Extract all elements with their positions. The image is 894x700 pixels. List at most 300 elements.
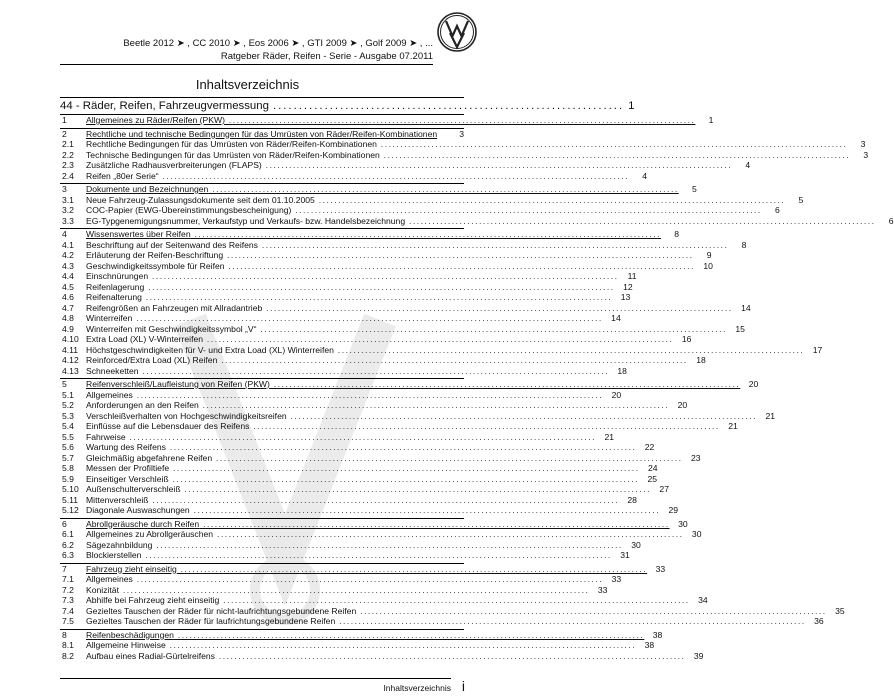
toc-dot-leader: ........................................................................................................................ [169, 463, 640, 473]
toc-entry-number: 7.5 [62, 616, 74, 626]
toc-subsection-row[interactable] [60, 484, 669, 495]
toc-entry-title [86, 496, 619, 506]
toc-entry-title-text: Einschnürungen [86, 271, 149, 281]
toc-entry-page: 4 [745, 160, 751, 170]
toc-entry-number: 7.4 [62, 605, 74, 616]
toc-dot-leader: ........................................................................................................................ [165, 442, 637, 452]
toc-subsection-row[interactable] [60, 292, 631, 303]
toc-subsection-row[interactable] [60, 616, 824, 627]
toc-entry-page: 13 [620, 292, 631, 302]
toc-entry-number: 3.1 [62, 194, 74, 205]
toc-dot-leader: ........................................................................................................................ [224, 260, 695, 271]
toc-entry-page: 3 [459, 128, 464, 139]
toc-entry-title [86, 391, 603, 401]
toc-entry-number: 6 [62, 518, 67, 529]
toc-dot-leader: ........................................................................................................................ [213, 529, 684, 539]
toc-entry-title-text: Abrollgeräusche durch Reifen [86, 518, 200, 529]
toc-subsection-row[interactable] [60, 529, 702, 540]
toc-entry-title-text: Anforderungen an den Reifen [86, 400, 199, 410]
toc-dot-leader: ........................................................................................................................ [173, 629, 645, 640]
toc-dot-leader: ........................................................................................................................ [165, 640, 637, 650]
toc-entry-number: 6.2 [62, 539, 74, 550]
toc-entry-number: 5.6 [62, 442, 74, 452]
toc-entry-number: 4.3 [62, 260, 74, 271]
toc-entry-number: 5.10 [62, 484, 79, 494]
toc-subsection-row[interactable] [60, 302, 751, 314]
toc-section-row[interactable] [60, 629, 663, 641]
toc-entry-number: 3 [62, 184, 67, 194]
toc-entry-title-text: Reifenbeschädigungen [86, 629, 174, 640]
toc-entry-page: 3 [860, 139, 866, 149]
toc-entry-title [86, 335, 673, 345]
toc-entry-title-text: Sägezahnbildung [86, 539, 153, 550]
toc-entry-title [86, 325, 727, 335]
toc-dot-leader: ........................................................................................................................ [168, 473, 640, 484]
toc-entry-title-text: Außenschulterverschleiß [86, 484, 181, 494]
toc-entry-page: 28 [627, 494, 637, 505]
toc-entry-title [86, 617, 806, 627]
toc-entry-number: 4.13 [62, 365, 79, 376]
toc-entry-page: 9 [706, 250, 712, 260]
toc-dot-leader: ........................................................................................................................ [333, 344, 805, 355]
toc-entry-number: 8.1 [62, 640, 74, 650]
toc-dot-leader: ........................................................................................................................ [132, 389, 604, 400]
toc-entry-title-text: Verschleißverhalten von Hochgeschwindigkeitsreifen [86, 410, 287, 421]
toc-entry-title-text: COC-Papier (EWG-Übereinstimmungsbescheinigung) [86, 205, 292, 215]
toc-subsection-row[interactable] [60, 400, 688, 411]
toc-entry-title [86, 607, 827, 617]
toc-entry-title [86, 356, 688, 366]
toc-dot-leader: ........................................................................................................................ [335, 616, 806, 626]
toc-dot-leader: ........................................................................................................................ [198, 400, 670, 410]
toc-dot-leader: ........................................................................................................................ [189, 505, 661, 515]
toc-dot-leader: ........................................................................................................................ [291, 205, 762, 215]
toc-entry-title [86, 443, 636, 453]
toc-entry-title-text: Gleichmäßig abgefahrene Reifen [86, 452, 213, 463]
toc-entry-page: 1 [708, 115, 714, 125]
page-footer [60, 678, 465, 696]
toc-dot-leader: ........................................................................................................................ [405, 215, 876, 226]
toc-entry-number: 4.12 [62, 355, 79, 365]
toc-entry-title [86, 475, 639, 485]
toc-entry-title-text: Neue Fahrzeug-Zulassungsdokumente seit dem 01.10.2005 [86, 194, 315, 205]
toc-entry-title [86, 422, 720, 432]
toc-entry-title-text: Reifenverschleiß/Laufleistung von Reifen (PKW) [86, 379, 270, 389]
toc-dot-leader: ........................................................................................................................ [118, 584, 590, 595]
toc-subsection-row[interactable] [60, 260, 713, 272]
toc-entry-title-text: Gezieltes Tauschen der Räder für nicht-laufrichtungsgebundene Reifen [86, 605, 357, 616]
page-header [0, 0, 495, 72]
chapter-leader: .................................................................... [272, 99, 625, 112]
toc-entry-number: 6.3 [62, 550, 74, 560]
table-of-contents [60, 97, 894, 661]
toc-subsection-row[interactable] [60, 442, 655, 453]
toc-entry-title [86, 314, 603, 324]
toc-entry-title [86, 586, 589, 596]
toc-entry-number: 3.3 [62, 215, 74, 226]
toc-subsection-row[interactable] [60, 271, 637, 282]
toc-entry-title [86, 652, 685, 662]
toc-section-row[interactable] [60, 114, 714, 126]
toc-entry-title-text: Mittenverschleiß [86, 494, 149, 505]
toc-dot-leader: ........................................................................................................................ [376, 139, 848, 149]
chapter-page: 1 [628, 99, 635, 112]
footer-page-number: i [461, 678, 465, 694]
toc-section-row[interactable] [60, 563, 666, 575]
toc-entry-number: 2.1 [62, 139, 74, 149]
toc-entry-title [86, 251, 694, 261]
toc-entry-title-text: Allgemeine Hinweise [86, 640, 166, 650]
toc-entry-number: 2.4 [62, 170, 74, 181]
toc-subsection-row[interactable] [60, 250, 712, 261]
toc-dot-leader: ........................................................................................................................ [214, 650, 686, 661]
toc-dot-leader: ........................................................................................................................ [261, 160, 733, 170]
toc-subsection-row[interactable] [60, 640, 655, 651]
toc-dot-leader: ........................................................................................................................ [180, 484, 651, 494]
toc-dot-leader: ........................................................................................................................ [141, 550, 612, 560]
toc-entry-page: 31 [620, 550, 630, 560]
toc-entry-title [86, 485, 651, 495]
toc-subsection-row[interactable] [60, 574, 622, 585]
toc-entry-number: 8.2 [62, 650, 74, 661]
toc-dot-leader: ........................................................................................................................ [208, 184, 679, 194]
toc-entry-number: 5.12 [62, 505, 79, 515]
toc-dot-leader: ........................................................................................................................ [269, 379, 741, 389]
toc-section-row[interactable] [60, 183, 697, 195]
toc-entry-number: 5.3 [62, 410, 74, 421]
toc-entry-page: 14 [611, 313, 621, 323]
toc-entry-page: 10 [703, 260, 713, 271]
toc-entry-page: 38 [652, 629, 663, 640]
toc-entry-title [86, 565, 647, 575]
toc-entry-page: 34 [698, 595, 708, 605]
toc-subsection-row[interactable] [60, 344, 823, 356]
toc-entry-title [86, 262, 695, 272]
toc-entry-title-text: Reifengrößen an Fahrzeugen mit Allradantrieb [86, 302, 263, 313]
toc-entry-title [86, 412, 757, 422]
toc-entry-title-text: Allgemeines zu Räder/Reifen (PKW) [86, 115, 225, 125]
toc-entry-title [86, 116, 695, 126]
toc-entry-page: 24 [647, 463, 658, 473]
toc-subsection-row[interactable] [60, 650, 704, 662]
toc-entry-page: 25 [647, 473, 658, 484]
toc-subsection-row[interactable] [60, 595, 708, 606]
toc-dot-leader: ........................................................................................................................ [125, 431, 597, 442]
toc-subsection-row[interactable] [60, 194, 804, 206]
toc-entry-title-text: Aufbau eines Radial-Gürtelreifens [86, 650, 215, 661]
toc-entry-title [86, 631, 644, 641]
toc-entry-title [86, 230, 661, 240]
toc-entry-title [86, 520, 670, 530]
toc-dot-leader: ........................................................................................................................ [132, 313, 603, 323]
toc-entry-number: 4.6 [62, 292, 74, 302]
toc-entry-number: 5.9 [62, 473, 74, 484]
toc-dot-leader: ........................................................................................................................ [286, 410, 758, 421]
toc-entry-number: 7.2 [62, 584, 74, 595]
toc-entry-number: 2.2 [62, 149, 74, 160]
toc-subsection-row[interactable] [60, 355, 706, 366]
toc-entry-title-text: Einflüsse auf die Lebensdauer des Reifens [86, 421, 250, 431]
toc-entry-title [86, 641, 636, 651]
toc-subsection-row[interactable] [60, 431, 615, 443]
toc-dot-leader: ........................................................................................................................ [176, 563, 648, 574]
toc-entry-title-text: Abhilfe bei Fahrzeug zieht einseitig [86, 595, 220, 605]
toc-entry-number: 2 [62, 128, 67, 139]
toc-entry-page: 5 [691, 184, 697, 194]
toc-subsection-row[interactable] [60, 505, 679, 516]
toc-subsection-row[interactable] [60, 149, 869, 161]
toc-entry-title [86, 380, 740, 390]
toc-entry-page: 21 [728, 421, 738, 431]
toc-entry-number: 4.5 [62, 281, 74, 292]
toc-subsection-row[interactable] [60, 160, 751, 171]
toc-entry-number: 4.10 [62, 334, 79, 344]
toc-entry-title-text: Gezieltes Tauschen der Räder für laufrichtungsgebundene Reifen [86, 616, 336, 626]
toc-entry-number: 1 [62, 115, 67, 125]
toc-entry-page: 21 [765, 410, 776, 421]
toc-entry-number: 5.7 [62, 452, 74, 463]
toc-entry-page: 30 [631, 539, 641, 550]
toc-subsection-row[interactable] [60, 584, 608, 596]
toc-entry-page: 4 [642, 170, 648, 181]
toc-entry-title [86, 140, 847, 150]
toc-entry-title-text: Messen der Profiltiefe [86, 463, 170, 473]
toc-dot-leader: ........................................................................................................................ [141, 292, 613, 302]
toc-entry-number: 5.11 [62, 494, 79, 505]
toc-entry-number: 4 [62, 229, 67, 239]
toc-subsection-row[interactable] [60, 139, 866, 150]
toc-entry-title-text: Winterreifen mit Geschwindigkeitssymbol „V“ [86, 323, 257, 334]
toc-dot-leader: ........................................................................................................................ [132, 574, 604, 584]
toc-entry-page: 8 [741, 239, 747, 250]
toc-entry-title [86, 506, 660, 516]
toc-entry-page: 18 [696, 355, 706, 365]
toc-entry-page: 38 [644, 640, 655, 650]
toc-entry-title [86, 283, 615, 293]
toc-entry-title [86, 241, 728, 251]
toc-entry-title [86, 530, 683, 540]
chapter-title: 44 - Räder, Reifen, Fahrzeugvermessung [60, 99, 269, 112]
toc-entry-page: 33 [597, 584, 608, 595]
toc-dot-leader: ........................................................................................................................ [223, 250, 694, 260]
toc-section-row[interactable] [60, 228, 680, 240]
toc-entry-page: 27 [659, 484, 669, 494]
toc-entry-title-text: Fahrzeug zieht einseitig [86, 563, 177, 574]
toc-dot-leader: ........................................................................................................................ [148, 494, 619, 505]
toc-entry-number: 4.8 [62, 313, 74, 323]
toc-entry-title-text: Wartung des Reifens [86, 442, 166, 452]
toc-entry-page: 22 [644, 442, 655, 452]
toc-entry-title [86, 151, 850, 161]
toc-entry-number: 4.9 [62, 323, 74, 334]
toc-entry-page: 30 [678, 518, 688, 529]
toc-subsection-row[interactable] [60, 239, 747, 251]
toc-entry-number: 7.1 [62, 574, 74, 584]
toc-entry-page: 14 [741, 302, 751, 313]
toc-entry-title-text: Schneeketten [86, 365, 139, 376]
toc-subsection-row[interactable] [60, 215, 894, 227]
toc-dot-leader: ........................................................................................................................ [203, 334, 674, 344]
toc-dot-leader: ........................................................................................................................ [158, 170, 630, 181]
toc-entry-title-text: Reifenlagerung [86, 281, 145, 292]
toc-subsection-row[interactable] [60, 281, 633, 293]
toc-entry-page: 17 [812, 344, 823, 355]
toc-dot-leader: ........................................................................................................................ [225, 115, 696, 125]
toc-dot-leader: ........................................................................................................................ [379, 149, 851, 160]
toc-entry-page: 6 [888, 215, 894, 226]
toc-entry-title-text: Allgemeines zu Abrollgeräuschen [86, 529, 214, 539]
toc-entry-title [86, 304, 733, 314]
toc-entries [60, 114, 894, 661]
toc-entry-title-text: Zusätzliche Radhausverbreiterungen (FLAPS) [86, 160, 262, 170]
toc-entry-title-text: Einseitiger Verschleiß [86, 473, 169, 484]
toc-subsection-row[interactable] [60, 410, 776, 422]
toc-subsection-row[interactable] [60, 323, 745, 335]
toc-entry-title-text: Allgemeines [86, 574, 133, 584]
toc-entry-title [86, 433, 596, 443]
toc-dot-leader: ........................................................................................................................ [219, 595, 690, 605]
toc-entry-page: 21 [604, 431, 615, 442]
toc-dot-leader: ........................................................................................................................ [217, 355, 688, 365]
toc-entry-number: 4.11 [62, 344, 79, 355]
toc-entry-page: 20 [611, 389, 622, 400]
toc-entry-number: 5 [62, 379, 67, 389]
toc-subsection-row[interactable] [60, 463, 658, 474]
toc-entry-title [86, 161, 732, 171]
toc-entry-title-text: Extra Load (XL) V-Winterreifen [86, 334, 204, 344]
toc-section-row[interactable] [60, 378, 759, 390]
toc-section-row[interactable] [60, 518, 688, 530]
toc-entry-number: 2.3 [62, 160, 74, 170]
toc-subsection-row[interactable] [60, 389, 622, 401]
toc-entry-number: 4.2 [62, 250, 74, 260]
toc-subsection-row[interactable] [60, 473, 658, 485]
toc-entry-page: 6 [775, 205, 780, 215]
toc-entry-page: 20 [748, 379, 759, 389]
toc-entry-title-text: Reifenalterung [86, 292, 142, 302]
toc-entry-title [86, 575, 603, 585]
toc-entry-title [86, 185, 679, 195]
toc-dot-leader: ........................................................................................................................ [152, 539, 623, 550]
toc-entry-number: 4.7 [62, 302, 74, 313]
toc-entry-title-text: EG-Typgenemigungsnummer, Verkaufstyp und Verkaufs- bzw. Handelsbezeichnung [86, 215, 406, 226]
toc-dot-leader: ........................................................................................................................ [314, 194, 786, 205]
toc-entry-title-text: Winterreifen [86, 313, 133, 323]
toc-entry-title [86, 454, 683, 464]
toc-subsection-row[interactable] [60, 365, 627, 377]
header-divider [60, 64, 433, 65]
toc-entry-page: 36 [814, 616, 824, 626]
toc-entry-page: 39 [693, 650, 704, 661]
toc-entry-number: 4.1 [62, 239, 74, 250]
toc-entry-number: 8 [62, 629, 67, 640]
toc-entry-title [86, 346, 804, 356]
toc-subsection-row[interactable] [60, 605, 845, 617]
toc-entry-page: 33 [655, 563, 666, 574]
toc-dot-leader: ........................................................................................................................ [199, 518, 670, 529]
toc-dot-leader: ........................................................................................................................ [257, 239, 729, 250]
toc-subsection-row[interactable] [60, 205, 780, 216]
toc-entry-title [86, 551, 612, 561]
toc-entry-title-text: Geschwindigkeitssymbole für Reifen [86, 260, 225, 271]
page-title: Inhaltsverzeichnis [195, 77, 300, 92]
toc-entry-page: 35 [835, 605, 845, 616]
toc-dot-leader: ........................................................................................................................ [249, 421, 720, 431]
toc-dot-leader: ........................................................................................................................ [356, 605, 827, 616]
toc-entry-page: 11 [627, 271, 637, 281]
footer-divider [60, 678, 451, 679]
toc-entry-page: 33 [611, 574, 622, 584]
toc-dot-leader: ........................................................................................................................ [190, 229, 662, 239]
toc-subsection-row[interactable] [60, 170, 648, 182]
toc-entry-title-text: Höchstgeschwindigkeiten für V- und Extra Load (XL) Winterreifen [86, 344, 334, 355]
toc-entry-title [86, 293, 612, 303]
toc-entry-title [86, 206, 762, 216]
toc-subsection-row[interactable] [60, 494, 637, 506]
toc-entry-title-text: Erläuterung der Reifen-Beschriftung [86, 250, 224, 260]
toc-entry-title-text: Rechtliche und technische Bedingungen für das Umrüsten von Räder/Reifen-Kombinationen [86, 128, 438, 139]
toc-entry-title-text: Reinforced/Extra Load (XL) Reifen [86, 355, 218, 365]
toc-dot-leader: ........................................................................................................................ [262, 302, 733, 313]
toc-entry-page: 20 [677, 400, 688, 410]
toc-dot-leader: ........................................................................................................................ [148, 271, 619, 281]
toc-entry-title [86, 367, 609, 377]
toc-entry-page: 8 [674, 229, 680, 239]
footer-label: Inhaltsverzeichnis [383, 683, 451, 693]
toc-entry-page: 5 [798, 194, 804, 205]
toc-dot-leader: ........................................................................................................................ [138, 365, 609, 376]
toc-entry-page: 12 [623, 281, 633, 292]
toc-subsection-row[interactable] [60, 539, 641, 551]
toc-entry-number: 3.2 [62, 205, 74, 215]
toc-subsection-row[interactable] [60, 334, 692, 345]
toc-entry-title [86, 196, 785, 206]
toc-entry-number: 6.1 [62, 529, 74, 539]
header-models: Beetle 2012 ➤ , CC 2010 ➤ , Eos 2006 ➤ , GTI 2009 ➤ , Golf 2009 ➤ , ... [123, 38, 433, 49]
vw-logo-icon [437, 12, 477, 52]
toc-entry-title-text: Beschriftung auf der Seitenwand des Reifens [86, 239, 258, 250]
header-subtitle: Ratgeber Räder, Reifen - Serie - Ausgabe 07.2011 [220, 51, 433, 62]
toc-subsection-row[interactable] [60, 421, 738, 432]
toc-entry-title [86, 130, 446, 140]
toc-entry-title-text: Allgemeines [86, 389, 133, 400]
toc-entry-page: 18 [617, 365, 627, 376]
toc-entry-title-text: Blockierstellen [86, 550, 142, 560]
toc-entry-title-text: Technische Bedingungen für das Umrüsten von Räder/Reifen-Kombinationen [86, 149, 380, 160]
toc-entry-page: 16 [681, 334, 692, 344]
toc-entry-title-text: Wissenswertes über Reifen [86, 229, 191, 239]
toc-entry-number: 5.8 [62, 463, 74, 473]
toc-entry-title [86, 541, 623, 551]
toc-entry-title-text: Fahrweise [86, 431, 126, 442]
toc-entry-page: 15 [735, 323, 745, 334]
toc-entry-title [86, 464, 640, 474]
toc-subsection-row[interactable] [60, 313, 621, 324]
toc-entry-title-text: Konizität [86, 584, 119, 595]
toc-entry-page: 30 [691, 529, 702, 539]
toc-entry-title-text: Rechtliche Bedingungen für das Umrüsten von Räder/Reifen-Kombinationen [86, 139, 377, 149]
toc-subsection-row[interactable] [60, 452, 701, 464]
toc-chapter-heading[interactable] [60, 97, 635, 112]
toc-entry-number: 4.4 [62, 271, 74, 281]
toc-section-row[interactable] [60, 128, 464, 140]
toc-entry-number: 5.4 [62, 421, 74, 431]
toc-entry-number: 5.1 [62, 389, 74, 400]
toc-subsection-row[interactable] [60, 550, 630, 561]
toc-entry-title [86, 217, 876, 227]
toc-entry-number: 5.5 [62, 431, 74, 442]
toc-entry-number: 7.3 [62, 595, 74, 605]
